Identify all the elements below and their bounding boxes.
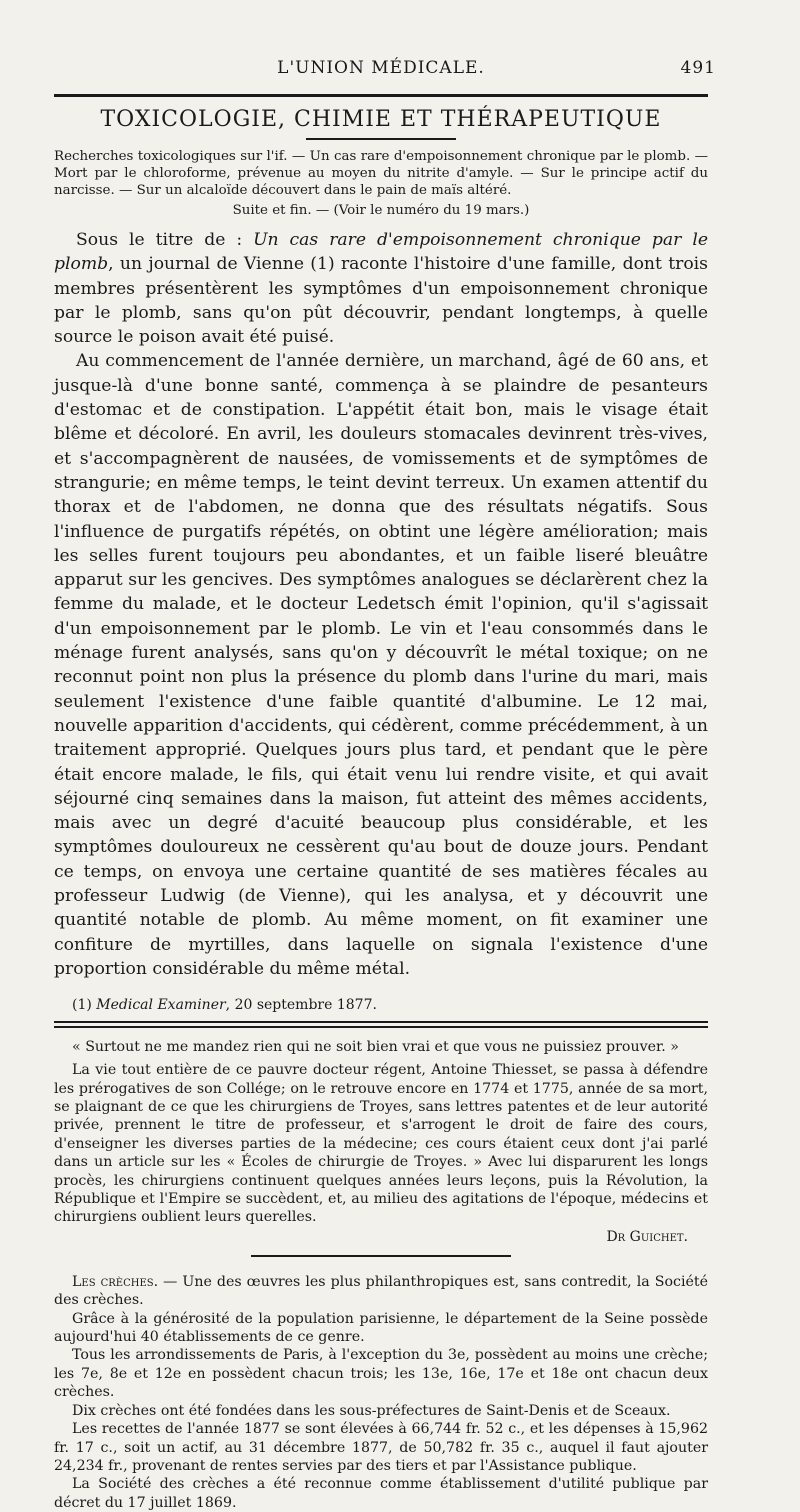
article-lead: Sous le titre de : (76, 230, 254, 250)
creches-paragraph: Grâce à la générosité de la population parisienne, le département de la Seine possède aujourd'hui 40 établissements de ce genre. (54, 1310, 708, 1346)
creches-paragraph: Les recettes de l'année 1877 se sont élevées à 66,744 fr. 52 c., et les dépenses à 15,962 fr. 17 c., soit un actif, au 31 décembre 1877, de 50,782 fr. 35 c., auquel il faut ajouter 24,234 fr., provenant de rentes servies par des tiers et par l'Assistance publique. (54, 1421, 708, 1474)
footnote-date: , 20 septembre 1877. (225, 997, 377, 1014)
article-cited-title: Un cas rare d'empoisonnement chronique par le plomb (54, 230, 708, 275)
article-paragraph (54, 228, 708, 349)
creches-paragraph (54, 1273, 708, 1310)
divider-rule (251, 1255, 511, 1257)
creches-lead-rest: — Une des œuvres les plus philanthropiques est, sans contredit, la Société des crèches. (54, 1273, 708, 1309)
article-body (54, 228, 708, 981)
author-signature: Dr Guichet. (606, 1228, 688, 1245)
biography-quote: « Surtout ne me mandez rien qui ne soit bien vrai et que vous ne puissiez prouver. » (72, 1039, 679, 1056)
creches-label: Les crèches. (72, 1273, 159, 1290)
running-header (54, 58, 716, 86)
page-number: 491 (680, 58, 716, 78)
footnote-journal: Medical Examiner (96, 997, 226, 1014)
biography-paragraph: La vie tout entière de ce pauvre docteur régent, Antoine Thiesset, se passa à défendre les prérogatives de son Collége; on le retrouve encore en 1774 et 1775, année de sa mort, se plaignant de ce que les chirurgiens de Troyes, sans lettres patentes et de leur autorité privée, prennent le titre de professeur, et s'arrogent le droit de faire des cours, d'enseigner les diverses parties de la médecine; ces cours étaient ceux dont j'ai parlé dans un article sur les « Écoles de chirurgie de Troyes. » Avec lui disparurent les longs procès, les chirurgiens continuent quelques années leurs leçons, puis la Révolution, la République et l'Empire se succèdent, et, au milieu des agitations de l'époque, médecins et chirurgiens oublient leurs querelles. (54, 1062, 708, 1226)
creches-paragraph: Tous les arrondissements de Paris, à l'exception du 3e, possèdent au moins une crèche; les 7e, 8e et 12e en possèdent chacun trois; les 13e, 16e, 17e et 18e ont chacun deux crèches. (54, 1347, 708, 1401)
footnote-number: (1) (72, 997, 97, 1014)
title-rule (306, 138, 456, 140)
biography-body (54, 1061, 708, 1227)
section-title: TOXICOLOGIE, CHIMIE ET THÉRAPEUTIQUE (100, 107, 662, 132)
creches-section (54, 1273, 708, 1512)
header-rule (54, 94, 708, 97)
continuation-note: Suite et fin. — (Voir le numéro du 19 mars.) (232, 203, 530, 218)
creches-paragraph: La Société des crèches a été reconnue comme établissement d'utilité publique par décret du 17 juillet 1869. (54, 1476, 708, 1511)
article-lead-rest: , un journal de Vienne (1) raconte l'histoire d'une famille, dont trois membres présentèrent les symptômes d'un empoisonnement chronique par le plomb, sans qu'on pût découvrir, pendant longtemps, à quelle source le poison avait été puisé. (54, 254, 708, 348)
section-divider (54, 1021, 708, 1028)
creches-paragraph: Dix crèches ont été fondées dans les sous-préfectures de Saint-Denis et de Sceaux. (72, 1402, 671, 1419)
article-paragraph: Au commencement de l'année dernière, un marchand, âgé de 60 ans, et jusque-là d'une bonne santé, commença à se plaindre de pesanteurs d'estomac et de constipation. L'appétit était bon, mais le visage était blême et décoloré. En avril, les douleurs stomacales devinrent très-vives, et s'accompagnèrent de nausées, de vomissements et de symptômes de strangurie; en même temps, le teint devint terreux. Un examen attentif du thorax et de l'abdomen, ne donna que des résultats négatifs. Sous l'influence de purgatifs répétés, on obtint une légère amélioration; mais les selles furent toujours peu abondantes, et un faible liseré bleuâtre apparut sur les gencives. Des symptômes analogues se déclarèrent chez la femme du malade, et le docteur Ledetsch émit l'opinion, qu'il s'agissait d'un empoisonnement par le plomb. Le vin et l'eau consommés dans le ménage furent analysés, sans qu'on y découvrît le métal toxique; on ne reconnut point non plus la présence du plomb dans l'urine du mari, mais seulement l'existence d'une faible quantité d'albumine. Le 12 mai, nouvelle apparition d'accidents, qui cédèrent, comme précédemment, à un traitement approprié. Quelques jours plus tard, et pendant que le père était encore malade, le fils, qui était venu lui rendre visite, et qui avait séjourné cinq semaines dans la maison, fut atteint des mêmes accidents, mais avec un degré d'acuité beaucoup plus considérable, et les symptômes douloureux ne cessèrent qu'au bout de douze jours. Pendant ce temps, on envoya une certaine quantité de ses matières fécales au professeur Ludwig (de Vienne), qui les analysa, et y découvrit une quantité notable de plomb. Au même moment, on fit examiner une confiture de myrtilles, dans laquelle on signala l'existence d'une proportion considérable du même métal. (54, 351, 708, 979)
running-title: L'UNION MÉDICALE. (277, 58, 485, 78)
footnote (72, 997, 708, 1013)
section-summary: Recherches toxicologiques sur l'if. — Un cas rare d'empoisonnement chronique par le plomb. — Mort par le chloroforme, prévenue au moyen du nitrite d'amyle. — Sur le principe actif du narcisse. — Sur un alcaloïde découvert dans le pain de maïs altéré. (54, 149, 708, 198)
